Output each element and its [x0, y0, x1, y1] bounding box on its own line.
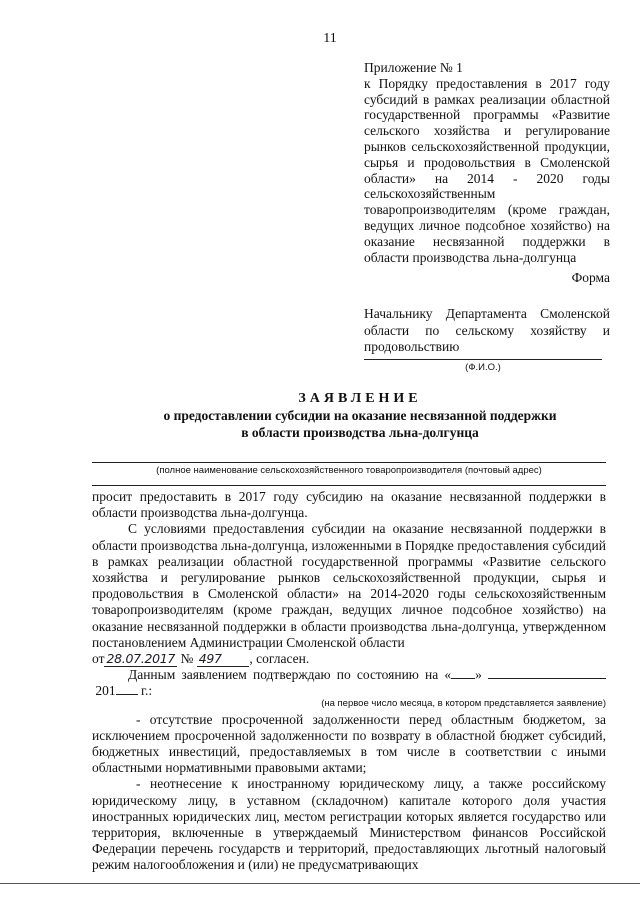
page-number: 11 [323, 31, 337, 46]
fio-line [364, 359, 602, 360]
agreed-text: , согласен. [249, 651, 310, 667]
addressee: Начальнику Департамента Смоленской области по сельскому хозяйству и продовольствию [364, 306, 610, 354]
form-label: Форма [571, 270, 610, 285]
scan-edge-line [0, 883, 640, 884]
confirm-caption: (на первое число месяца, в котором представляется заявление) [321, 697, 606, 709]
producer-caption: (полное наименование сельскохозяйственного товаропроизводителя (почтовый адрес) [156, 465, 542, 476]
item-2: - неотнесение к иностранному юридическому лицу, а также российскому юридическому лицу, в уставном (складочном) капитале которого доля участия иностранных юридических лиц, местом регистрации которых является государство или территория, включенные в утверждаемый Министерством финансов Российской Федерации перечень государств и территорий, предоставляющих льготный налоговый режим налогообложения и (или) не предусматривающих [92, 776, 606, 873]
handwritten-number: 497 [197, 651, 250, 667]
confirm-text: Данным заявлением подтверждаю по состоянию на « [128, 667, 452, 683]
appendix-title: Приложение № 1 [364, 60, 463, 75]
number-prefix: № [180, 651, 194, 667]
handwritten-date: 28.07.2017 [106, 651, 176, 667]
producer-address-line [92, 485, 606, 486]
date-prefix: от [92, 651, 105, 667]
request-paragraph: просит предоставить в 2017 году субсидию на оказание несвязанной поддержки в области производства льна-долгунца. [92, 489, 606, 521]
heading-line-2: в области производства льна-долгунца [241, 424, 479, 440]
document-heading [80, 390, 640, 441]
fio-caption: (Ф.И.О.) [465, 362, 501, 373]
producer-name-line [92, 462, 606, 463]
year-blank [116, 694, 138, 695]
appendix-body: к Порядку предоставления в 2017 году субсидий в рамках реализации областной государственной программы «Развитие сельского хозяйства и регулирование рынков сельскохозяйственной продукции, сырья и продовольствия в Смоленской области» на 2014 - 2020 годы сельскохозяйственным товаропроизводителям (кроме граждан, ведущих личное подсобное хозяйство) на оказание несвязанной поддержки в области производства льна-долгунца [364, 75, 610, 265]
conditions-paragraph [92, 521, 606, 651]
year-prefix: 201 [95, 683, 116, 699]
heading-line-1: о предоставлении субсидии на оказание несвязанной поддержки [163, 408, 557, 423]
day-blank [451, 678, 475, 679]
conditions-text: С условиями предоставления субсидии на оказание несвязанной поддержки в области производства льна-долгунца, изложенными в Порядке предоставления субсидий в рамках реализации областной государственной программы «Развитие сельского хозяйства и регулирование рынков сельскохозяйственной продукции, сырья и продовольствия в Смоленской области» на 2014-2020 годы сельскохозяйственным товаропроизводителям (кроме граждан, ведущих личное подсобное хозяйство) на оказание несвязанной поддержки в области производства льна-долгунца, утвержденном постановлением Администрации Смоленской области [92, 521, 606, 650]
confirm-line: Данным заявлением подтверждаю по состоянию на « » 201 г.: [92, 667, 606, 699]
resolution-line [92, 651, 606, 667]
month-blank [488, 678, 606, 679]
appendix-block [364, 60, 610, 265]
main-text [92, 489, 606, 874]
item-1: - отсутствие просроченной задолженности перед областным бюджетом, за исключением просроченной задолженности по возврату в областной бюджет субсидий, бюджетных инвестиций, предоставляемых в том числе в соответствии с иными областными нормативными правовыми актами; [92, 711, 606, 776]
document-title: ЗАЯВЛЕНИЕ [298, 391, 422, 406]
year-suffix: г.: [141, 683, 153, 699]
